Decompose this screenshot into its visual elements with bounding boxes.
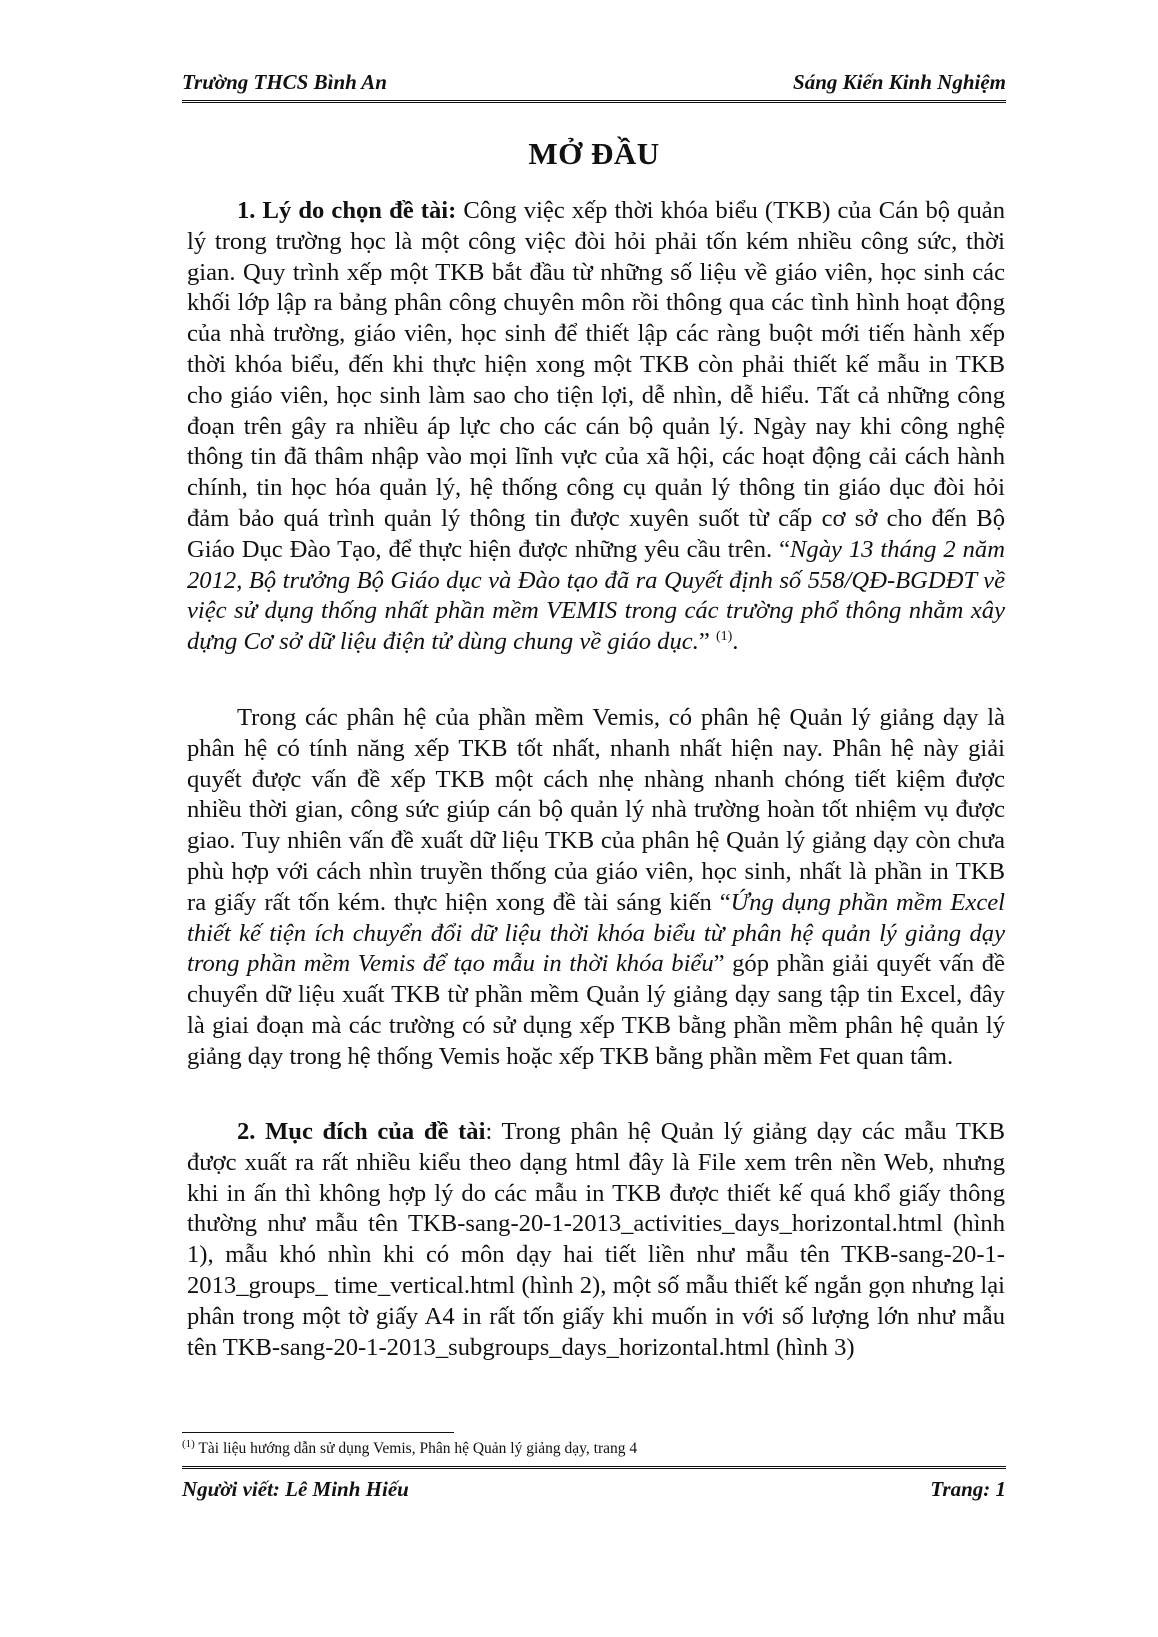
author: Người viết: Lê Minh Hiếu xyxy=(182,1477,409,1501)
document-type: Sáng Kiến Kinh Nghiệm xyxy=(793,70,1006,94)
paragraph-2 xyxy=(187,703,1005,1073)
page-number: Trang: 1 xyxy=(930,1477,1006,1501)
page-header xyxy=(182,66,1006,103)
school-name: Trường THCS Bình An xyxy=(182,70,387,94)
decision-quote: Ngày 13 tháng 2 năm 2012, Bộ trưởng Bộ Giáo dục và Đào tạo đã ra Quyết định số 558/QĐ-BGDĐT về việc sử dụng thống nhất phần mềm VEMIS trong các trường phổ thông nhằm xây dựng Cơ sở dữ liệu điện tử dùng chung về giáo dục. xyxy=(187,535,1005,656)
section-1-paragraph xyxy=(187,196,1005,658)
footnote-divider xyxy=(182,1432,454,1433)
footnote-ref: (1) xyxy=(715,628,733,644)
footnote-text: Tài liệu hướng dẫn sử dụng Vemis, Phân hệ Quản lý giảng dạy, trang 4 xyxy=(194,1440,638,1457)
section-1-reason xyxy=(187,196,1005,658)
footnote-mark: (1) xyxy=(182,1437,195,1450)
paragraph-vemis xyxy=(187,703,1005,1073)
paragraph-2-text-a: Trong các phân hệ của phần mềm Vemis, có phân hệ Quản lý giảng dạy là phân hệ có tính năng xếp TKB tốt nhất, nhanh nhất hiện nay. Phân hệ này giải quyết được vấn đề xếp TKB một cách nhẹ nhàng nhanh chóng tiết kiệm được nhiều thời gian, công sức giúp cán bộ quản lý nhà trường hoàn tốt nhiệm vụ được giao. Tuy nhiên vấn đề xuất dữ liệu TKB của phân hệ Quản lý giảng dạy còn chưa phù hợp với cách nhìn truyền thống của giáo viên, học sinh, nhất là phần in TKB ra giấy rất tốn kém. thực hiện xong đề tài sáng kiến “ xyxy=(187,704,1005,916)
section-2-heading: 2. Mục đích của đề tài xyxy=(237,1118,486,1145)
section-2-text: : Trong phân hệ Quản lý giảng dạy các mẫu TKB được xuất ra rất nhiều kiểu theo dạng html đây là File xem trên nền Web, nhưng khi in ấn thì không hợp lý do các mẫu in TKB được thiết kế quá khổ giấy thông thường như mẫu tên TKB-sang-20-1-2013_activities_days_horizontal.html (hình 1), mẫu khó nhìn khi có môn dạy hai tiết liền như mẫu tên TKB-sang-20-1-2013_groups_ time_vertical.html (hình 2), một số mẫu thiết kế ngắn gọn nhưng lại phân trong một tờ giấy A4 in rất tốn giấy khi muốn in với số lượng lớn như mẫu tên TKB-sang-20-1-2013_subgroups_days_horizontal.html (hình 3) xyxy=(187,1118,1006,1361)
section-2-purpose xyxy=(187,1117,1005,1363)
section-1-end: . xyxy=(732,628,739,656)
paragraph-2-text-b: ” góp phần giải quyết vấn đề chuyển dữ liệu xuất TKB từ phần mềm Quản lý giảng dạy sang tập tin Excel, đây là giai đoạn mà các trường có sử dụng xếp TKB bằng phần mềm phân hệ quản lý giảng dạy trong hệ thống Vemis hoặc xếp TKB bằng phần mềm Fet quan tâm. xyxy=(187,950,1005,1070)
initiative-title: Ứng dụng phần mềm Excel thiết kế tiện ích chuyển đổi dữ liệu thời khóa biểu từ phân hệ quản lý giảng dạy trong phần mềm Vemis để tạo mẫu in thời khóa biểu xyxy=(187,888,1005,978)
section-1-heading: 1. Lý do chọn đề tài: xyxy=(237,197,457,224)
page-footer xyxy=(182,1466,1006,1513)
section-2-paragraph xyxy=(187,1117,1005,1363)
quote-close: ” xyxy=(698,628,716,656)
footnote xyxy=(182,1437,638,1458)
section-1-text: Công việc xếp thời khóa biểu (TKB) của Cán bộ quản lý trong trường học là một công việc đòi hỏi phải tốn kém nhiều công sức, thời gian. Quy trình xếp một TKB bắt đầu từ những số liệu về giáo viên, học sinh các khối lớp lập ra bảng phân công chuyên môn rồi thông qua các tình hình hoạt động của nhà trường, giáo viên, học sinh để thiết lập các ràng buột mới tiến hành xếp thời khóa biểu, đến khi thực hiện xong một TKB còn phải thiết kế mẫu in TKB cho giáo viên, học sinh làm sao cho tiện lợi, dễ nhìn, dễ hiểu. Tất cả những công đoạn trên gây ra nhiều áp lực cho các cán bộ quản lý. Ngày nay khi công nghệ thông tin đã thâm nhập vào mọi lĩnh vực của xã hội, các hoạt động cải cách hành chính, tin học hóa quản lý, hệ thống công cụ quản lý thông tin giáo dục đòi hỏi đảm bảo quá trình quản lý thông tin được xuyên suốt từ cấp cơ sở cho đến Bộ Giáo Dục Đào Tạo, để thực hiện được những yêu cầu trên. “ xyxy=(187,197,1005,563)
page-title: MỞ ĐẦU xyxy=(528,136,660,171)
